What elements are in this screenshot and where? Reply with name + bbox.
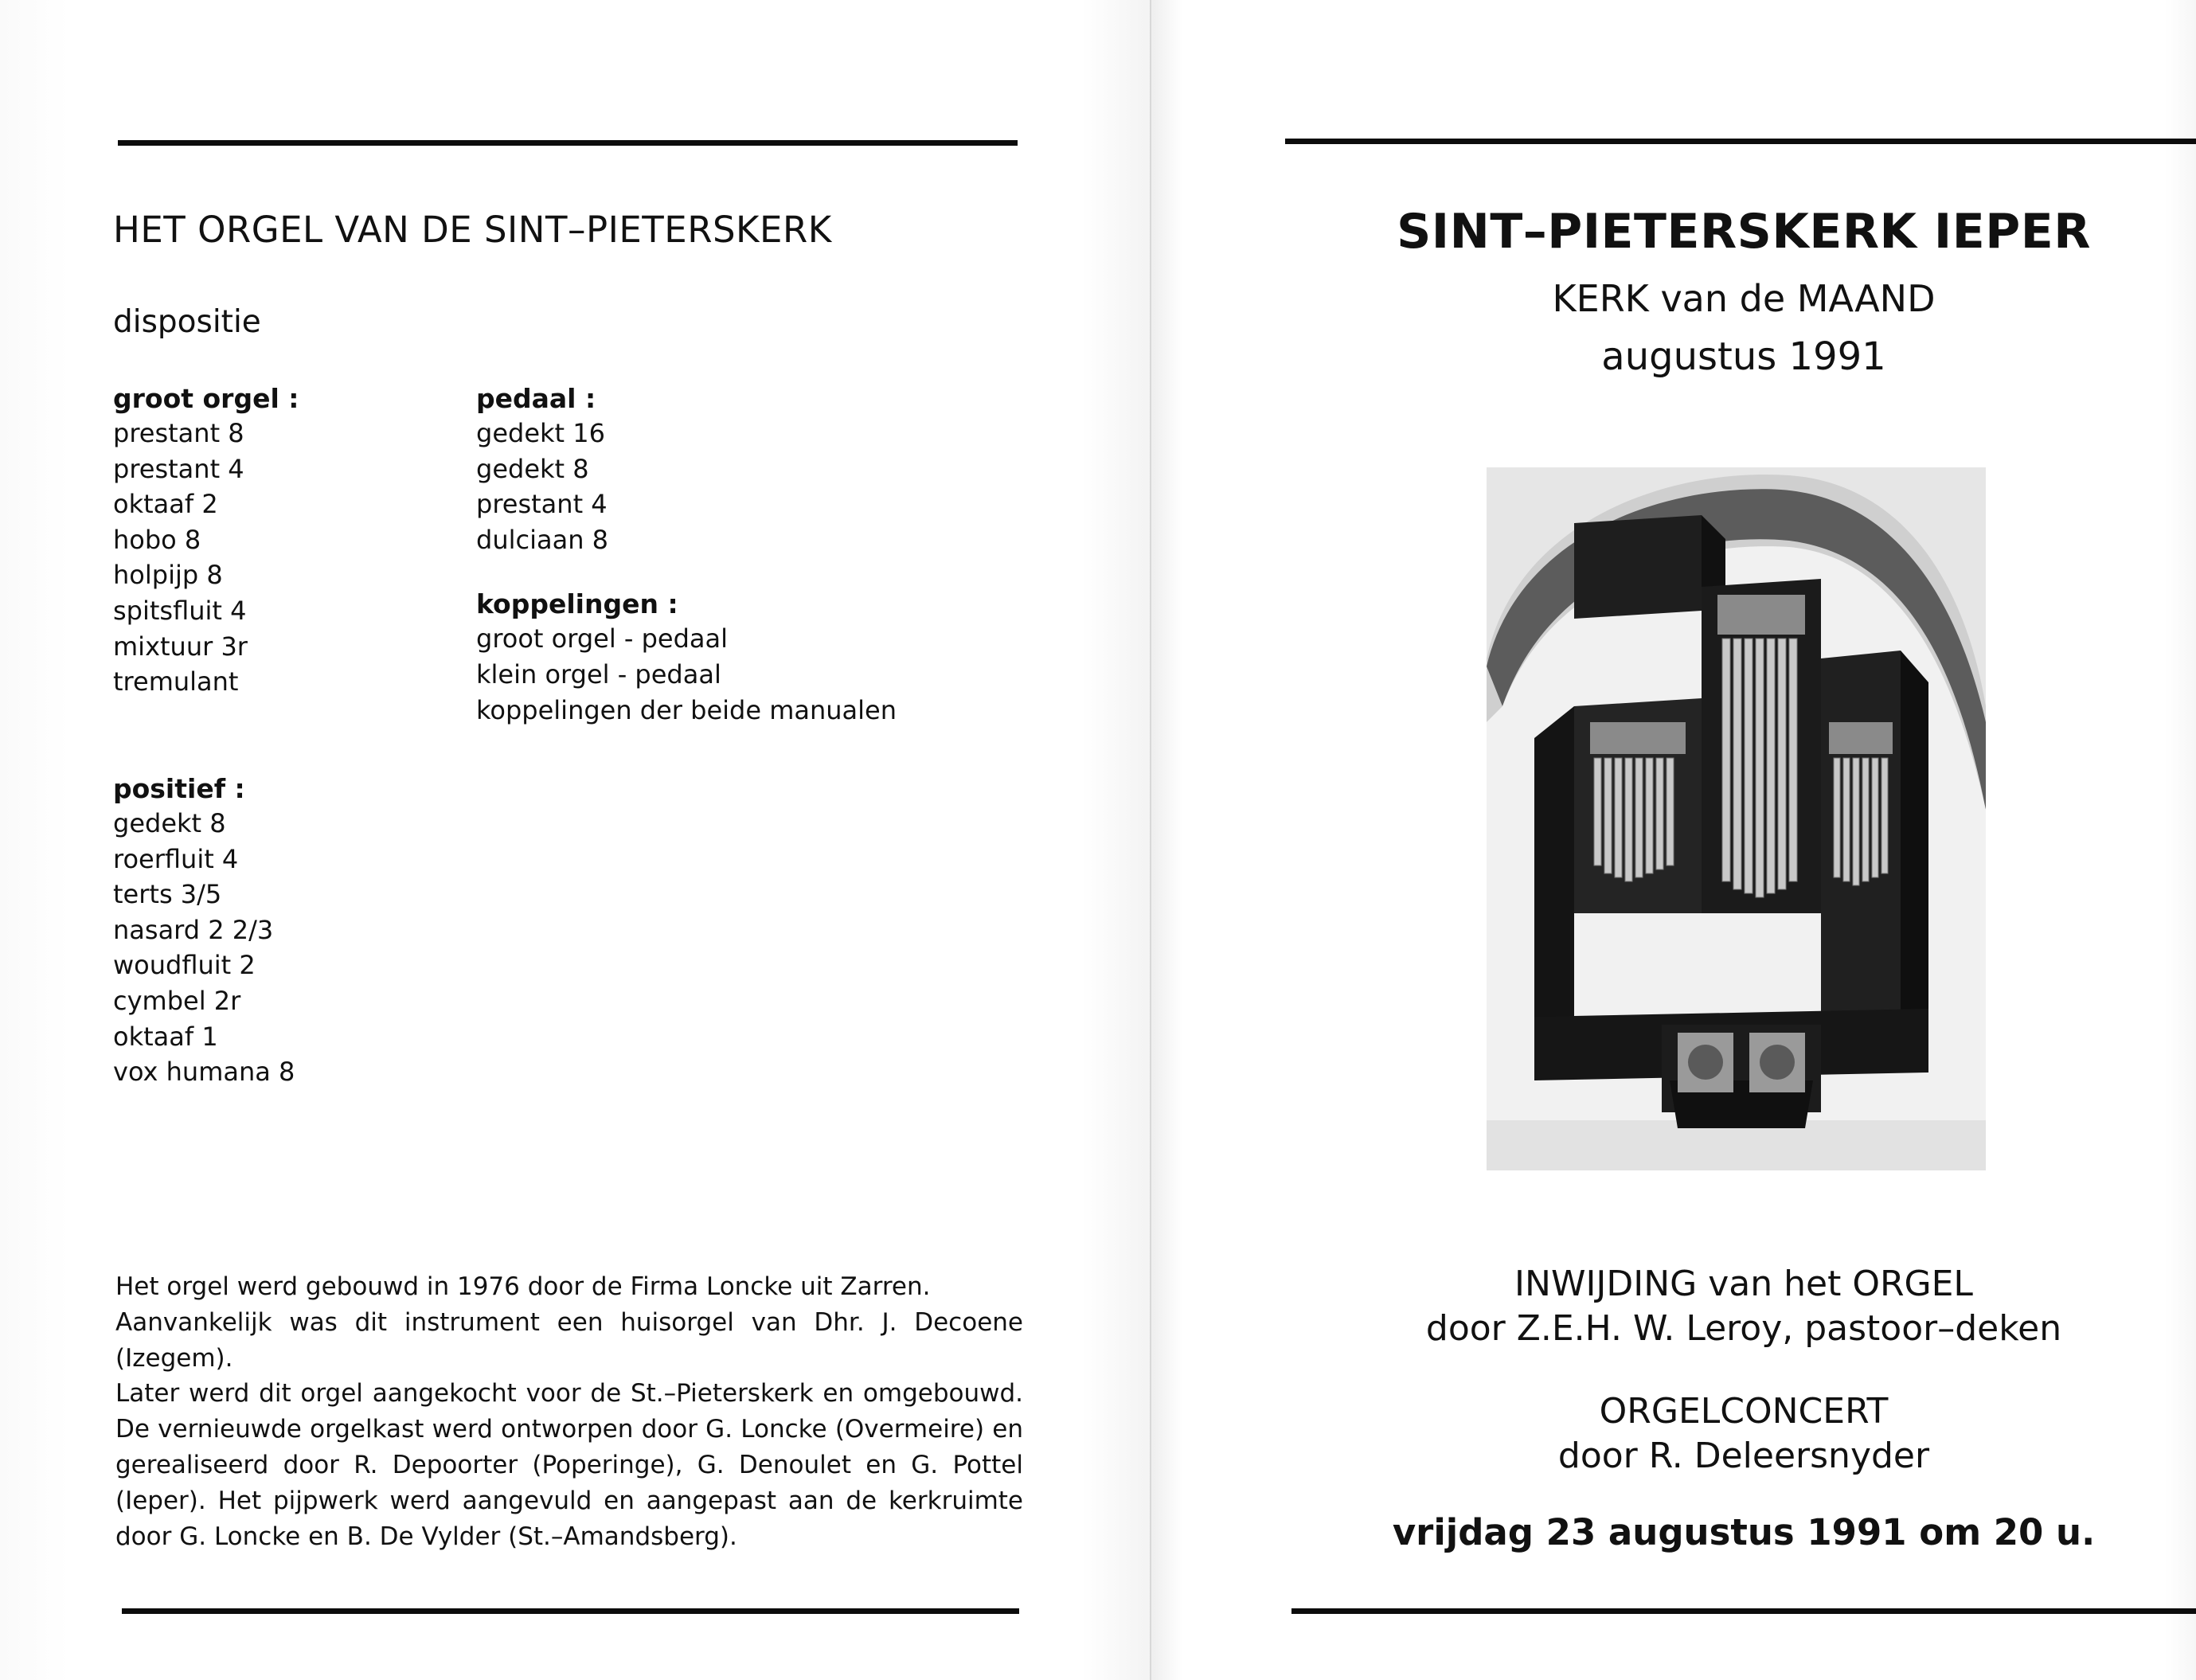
groot-orgel-heading: groot orgel : bbox=[113, 383, 299, 414]
bottom-rule-right bbox=[1291, 1608, 2196, 1614]
list-item: terts 3/5 bbox=[113, 879, 222, 910]
bottom-rule-left bbox=[122, 1608, 1019, 1614]
top-rule-left bbox=[118, 140, 1018, 146]
page-title-left: HET ORGEL VAN DE SINT–PIETERSKERK bbox=[113, 209, 832, 251]
list-item: roerfluit 4 bbox=[113, 843, 239, 874]
positief-list bbox=[113, 806, 295, 1090]
list-item: mixtuur 3r bbox=[113, 631, 248, 662]
list-item: groot orgel - pedaal bbox=[476, 623, 729, 654]
disposition-subtitle: dispositie bbox=[113, 304, 261, 340]
list-item: oktaaf 2 bbox=[113, 489, 218, 520]
list-item: gedekt 8 bbox=[476, 453, 589, 484]
list-item: prestant 8 bbox=[113, 418, 244, 448]
pedaal-list bbox=[476, 416, 897, 557]
history-paragraph: Het orgel werd gebouwd in 1976 door de Firma Loncke uit Zarren. bbox=[115, 1272, 931, 1301]
list-item: prestant 4 bbox=[113, 453, 244, 484]
church-title: SINT–PIETERSKERK IEPER bbox=[1397, 204, 2091, 260]
pedaal-section bbox=[476, 381, 897, 728]
positief-heading: positief : bbox=[113, 773, 245, 804]
list-item: klein orgel - pedaal bbox=[476, 658, 721, 690]
list-item: woudfluit 2 bbox=[113, 950, 256, 981]
concert-title: ORGELCONCERT bbox=[1599, 1391, 1889, 1432]
positief-section bbox=[113, 771, 295, 1090]
list-item: prestant 4 bbox=[476, 489, 608, 520]
inauguration-title: INWIJDING van het ORGEL bbox=[1514, 1264, 1973, 1304]
top-rule-right bbox=[1285, 139, 2196, 144]
koppelingen-heading: koppelingen : bbox=[476, 588, 678, 620]
list-item: koppelingen der beide manualen bbox=[476, 694, 897, 725]
list-item: cymbel 2r bbox=[113, 985, 241, 1016]
pedaal-heading: pedaal : bbox=[476, 383, 596, 414]
list-item: dulciaan 8 bbox=[476, 524, 608, 555]
koppelingen-list bbox=[476, 621, 897, 728]
event-date: vrijdag 23 augustus 1991 om 20 u. bbox=[1392, 1511, 2096, 1553]
inauguration-block bbox=[1314, 1262, 2174, 1351]
month-year: augustus 1991 bbox=[1601, 334, 1886, 379]
list-item: vox humana 8 bbox=[113, 1057, 295, 1088]
history-paragraph: Later werd dit orgel aangekocht voor de St.–Pieterskerk en omgebouwd. De vernieuwde orgelkast werd ontworpen door G. Loncke (Overmeire) en gerealiseerd door R. Depoorter (Poperinge), G. Denoulet en G. Pottel (Ieper). Het pijpwerk werd aangevuld en aangepast aan de kerkruimte door G. Loncke en B. De Vylder (St.–Amandsberg). bbox=[115, 1379, 1023, 1551]
list-item: gedekt 16 bbox=[476, 418, 605, 448]
list-item: hobo 8 bbox=[113, 524, 201, 555]
organ-photo bbox=[1487, 467, 1986, 1170]
list-item: nasard 2 2/3 bbox=[113, 914, 274, 945]
concert-block bbox=[1314, 1389, 2174, 1479]
church-of-month: KERK van de MAAND bbox=[1552, 277, 1936, 320]
groot-orgel-section bbox=[113, 381, 299, 700]
concert-performer: door R. Deleersnyder bbox=[1557, 1436, 1930, 1476]
list-item: gedekt 8 bbox=[113, 808, 226, 838]
list-item: spitsfluit 4 bbox=[113, 595, 247, 626]
list-item: holpijp 8 bbox=[113, 560, 223, 591]
organ-history-text bbox=[115, 1269, 1023, 1554]
list-item: tremulant bbox=[113, 666, 239, 697]
inauguration-officiant: door Z.E.H. W. Leroy, pastoor–deken bbox=[1425, 1308, 2062, 1349]
list-item: oktaaf 1 bbox=[113, 1021, 218, 1052]
history-paragraph: Aanvankelijk was dit instrument een huisorgel van Dhr. J. Decoene (Izegem). bbox=[115, 1307, 1023, 1373]
groot-orgel-list bbox=[113, 416, 299, 700]
